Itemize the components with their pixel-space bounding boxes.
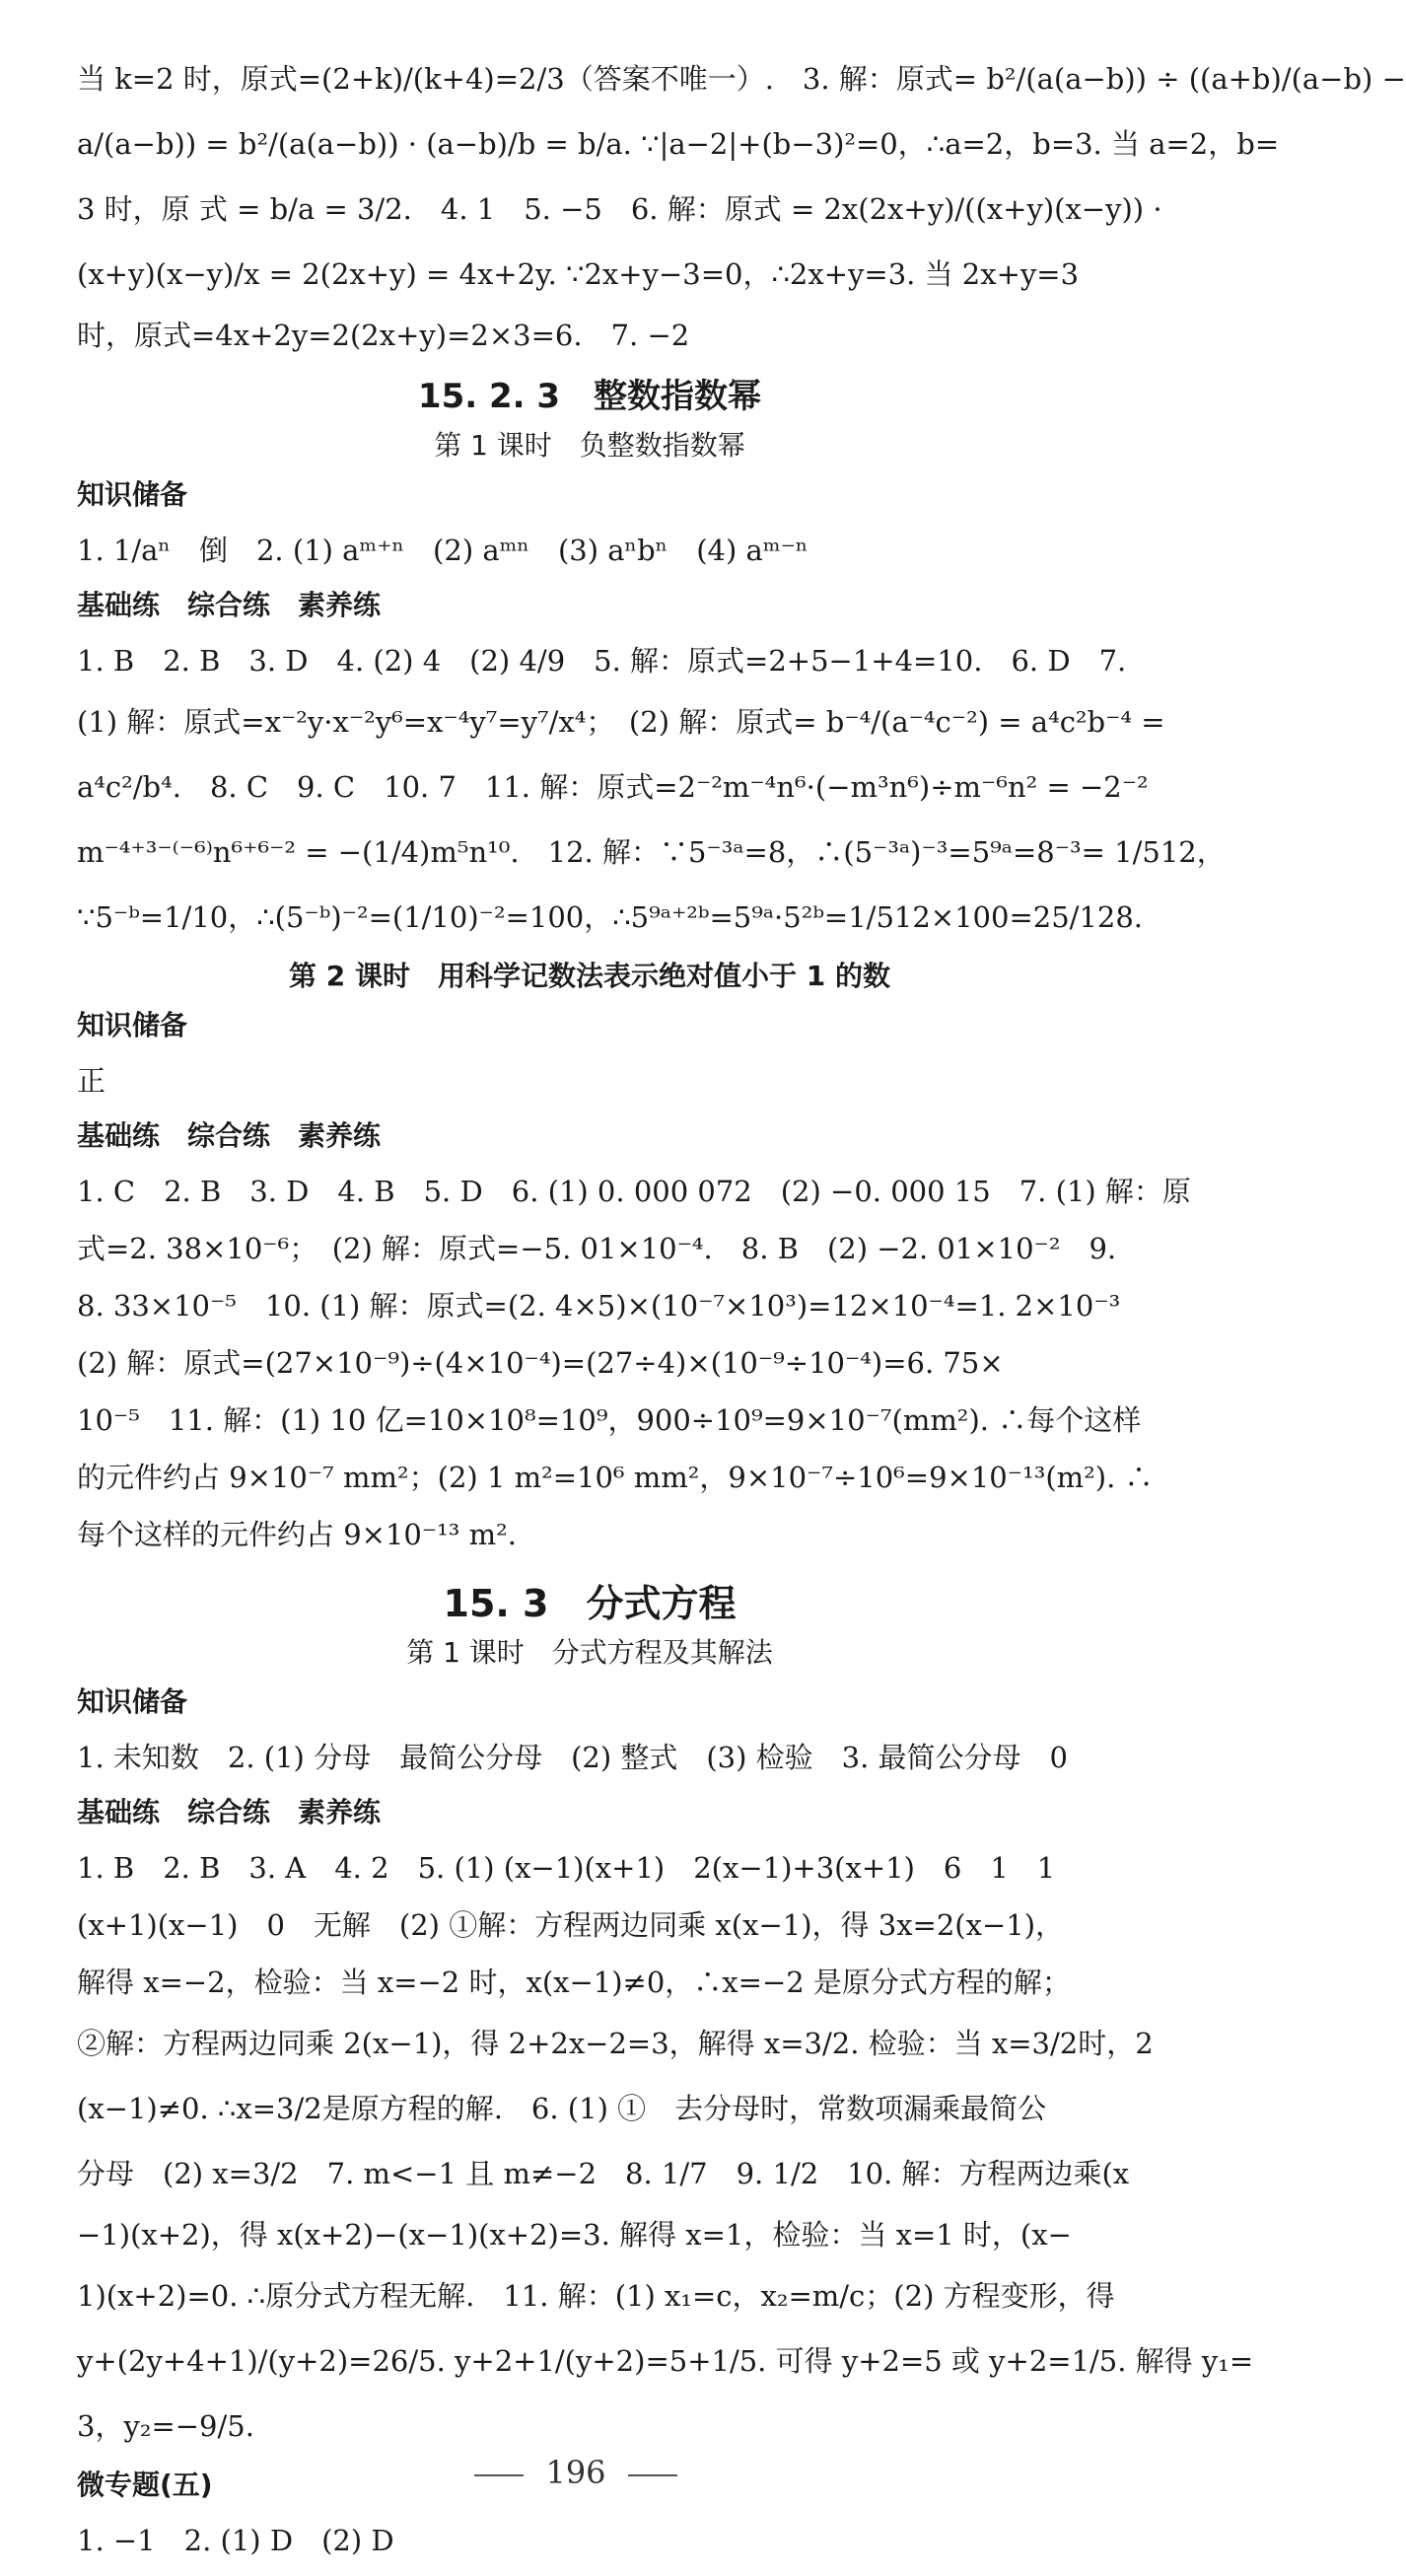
answer-line: 1. B 2. B 3. D 4. (2) 4 (2) 4/9 5. 解：原式=2+5−1+4=10. 6. D 7. [77,644,1127,678]
subheading: 知识储备 [77,1685,188,1718]
answer-line: −1)(x+2)，得 x(x+2)−(x−1)(x+2)=3. 解得 x=1，检验：当 x=1 时，(x− [77,2218,1072,2252]
answer-block [77,1846,1254,2452]
answer-line: 正 [77,1064,106,1098]
answer-line: m⁻⁴⁺³⁻⁽⁻⁶⁾n⁶⁺⁶⁻² = −(1/4)m⁵n¹⁰. 12. 解：∵5⁻³ᵃ=8，∴(5⁻³ᵃ)⁻³=5⁹ᵃ=8⁻³= 1/512， [77,835,1226,869]
answer-line: 3，y₂=−9/5. [77,2409,254,2443]
answer-page [77,39,1406,2576]
answer-line: 时，原式=4x+2y=2(2x+y)=2×3=6. 7. −2 [77,319,690,352]
subheading: 知识储备 [77,1009,188,1041]
section-title: 15. 2. 3 整数指数幂 [417,377,762,416]
answer-line: (2) 解：原式=(27×10⁻⁹)÷(4×10⁻⁴)=(27÷4)×(10⁻⁹÷10⁻⁴)=6. 75× [77,1346,1004,1380]
answer-line: 8. 33×10⁻⁵ 10. (1) 解：原式=(2. 4×5)×(10⁻⁷×10³)=12×10⁻⁴=1. 2×10⁻³ [77,1289,1121,1323]
page-number-dash-right [628,2474,677,2476]
answer-line: 分母 (2) x=3/2 7. m<−1 且 m≠−2 8. 1/7 9. 1/2 10. 解：方程两边乘(x [77,2157,1130,2190]
subheading: 基础练 综合练 素养练 [77,1119,382,1152]
answer-line: 3 时，原 式 = b/a = 3/2. 4. 1 5. −5 6. 解：原式 = 2x(2x+y)/((x+y)(x−y)) · [77,192,1162,226]
answer-line: 每个这样的元件约占 9×10⁻¹³ m². [77,1518,517,1551]
lesson-title: 第 1 课时 分式方程及其解法 [406,1636,773,1669]
answer-line: 1. 1/aⁿ 倒 2. (1) aᵐ⁺ⁿ (2) aᵐⁿ (3) aⁿbⁿ (4) aᵐ⁻ⁿ [77,534,808,567]
answer-line: 当 k=2 时，原式=(2+k)/(k+4)=2/3（答案不唯一）. 3. 解：原式= b²/(a(a−b)) ÷ ((a+b)/(a−b) − [77,62,1406,96]
lesson-title: 第 2 课时 用科学记数法表示绝对值小于 1 的数 [289,960,890,992]
subheading: 基础练 综合练 素养练 [77,589,382,621]
answer-line: (1) 解：原式=x⁻²y·x⁻²y⁶=x⁻⁴y⁷=y⁷/x⁴； (2) 解：原式= b⁻⁴/(a⁻⁴c⁻²) = a⁴c²b⁻⁴ = [77,705,1165,739]
answer-line: a/(a−b)) = b²/(a(a−b)) · (a−b)/b = b/a. ∵|a−2|+(b−3)²=0，∴a=2，b=3. 当 a=2，b= [77,127,1280,161]
answer-line: 1. −1 2. (1) D (2) D [77,2524,394,2557]
answer-line: (x+y)(x−y)/x = 2(2x+y) = 4x+2y. ∵2x+y−3=0，∴2x+y=3. 当 2x+y=3 [77,257,1080,291]
answer-line: 1. 未知数 2. (1) 分母 最简公分母 (2) 整式 (3) 检验 3. 最简公分母 0 [77,1741,1069,1774]
answer-line: 解得 x=−2，检验：当 x=−2 时，x(x−1)≠0，∴x=−2 是原分式方程的解； [77,1966,1071,1999]
answer-line: 1)(x+2)=0. ∴原分式方程无解. 11. 解：(1) x₁=c，x₂=m/c；(2) 方程变形，得 [77,2279,1115,2313]
answer-block [77,639,1226,943]
answer-line: ∵5⁻ᵇ=1/10，∴(5⁻ᵇ)⁻²=(1/10)⁻²=100，∴5⁹ᵃ⁺²ᵇ=5⁹ᵃ·5²ᵇ=1/512×100=25/128. [77,900,1143,934]
answer-line: (x+1)(x−1) 0 无解 (2) ①解：方程两边同乘 x(x−1)，得 3x=2(x−1)， [77,1908,1065,1942]
subheading: 微专题(五) [77,2469,213,2501]
page-number-text: 196 [545,2454,606,2491]
answer-line: 10⁻⁵ 11. 解：(1) 10 亿=10×10⁸=10⁹，900÷10⁹=9×10⁻⁷(mm²). ∴每个这样 [77,1403,1142,1437]
answer-line: 的元件约占 9×10⁻⁷ mm²；(2) 1 m²=10⁶ mm²，9×10⁻⁷÷10⁶=9×10⁻¹³(m²). ∴ [77,1461,1154,1494]
subheading: 基础练 综合练 素养练 [77,1796,382,1828]
answer-line: ②解：方程两边同乘 2(x−1)，得 2+2x−2=3，解得 x=3/2. 检验：当 x=3/2时，2 [77,2027,1154,2060]
answer-line: a⁴c²/b⁴. 8. C 9. C 10. 7 11. 解：原式=2⁻²m⁻⁴n⁶·(−m³n⁶)÷m⁻⁶n² = −2⁻² [77,770,1149,804]
page-number [0,2454,1152,2491]
answer-line: (x−1)≠0. ∴x=3/2是原方程的解. 6. (1) ① 去分母时，常数项漏乘最简公 [77,2092,1047,2125]
page-number-dash-left [474,2474,524,2476]
lesson-title: 第 1 课时 负整数指数幂 [434,429,745,462]
answer-line: y+(2y+4+1)/(y+2)=26/5. y+2+1/(y+2)=5+1/5. 可得 y+2=5 或 y+2=1/5. 解得 y₁= [77,2344,1254,2378]
answer-line: 1. B 2. B 3. A 4. 2 5. (1) (x−1)(x+1) 2(x−1)+3(x+1) 6 1 1 [77,1851,1056,1885]
answer-line: 1. C 2. B 3. D 4. B 5. D 6. (1) 0. 000 072 (2) −0. 000 15 7. (1) 解：原 [77,1175,1191,1208]
answer-line: 式=2. 38×10⁻⁶； (2) 解：原式=−5. 01×10⁻⁴. 8. B (2) −2. 01×10⁻² 9. [77,1232,1117,1265]
answer-block-intro [77,53,1406,357]
answer-block [77,1170,1191,1556]
section-title: 15. 3 分式方程 [443,1582,737,1625]
subheading: 知识储备 [77,478,188,511]
